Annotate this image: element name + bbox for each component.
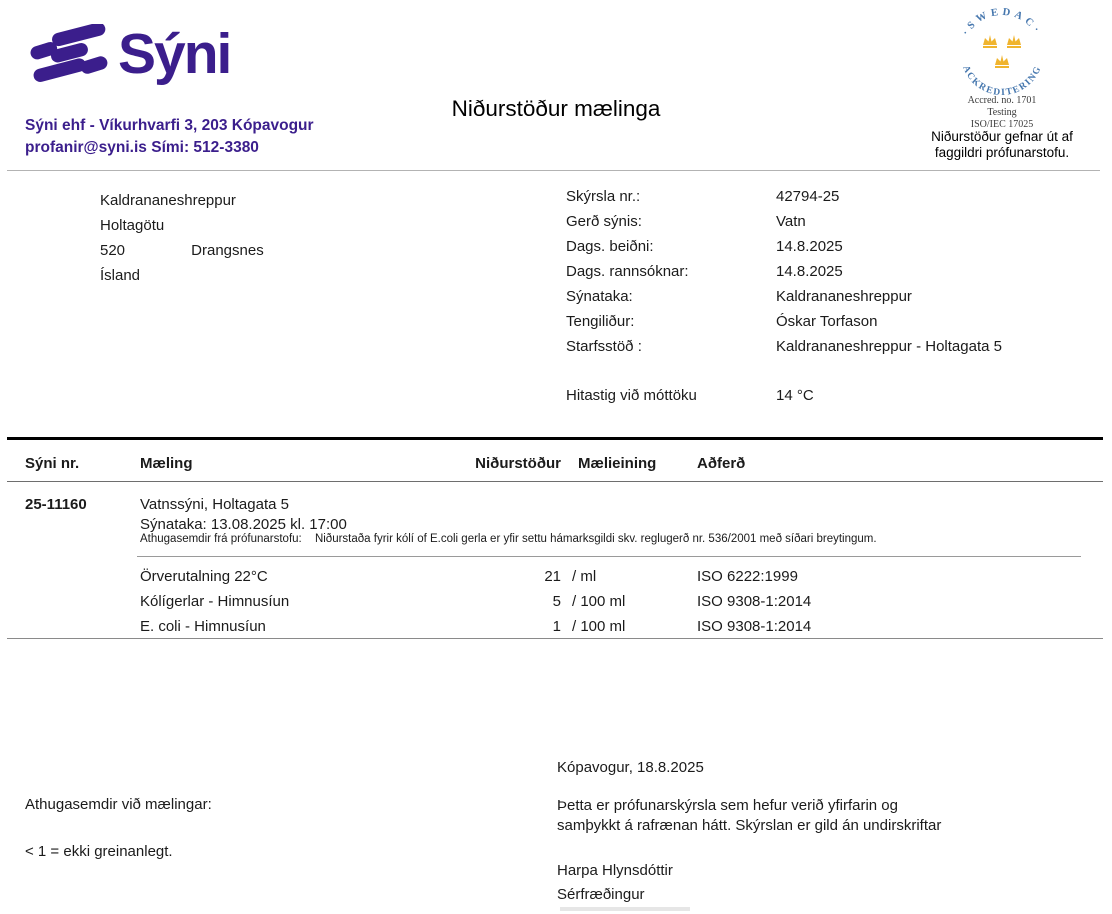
accreditation-standard: ISO/IEC 17025 [970,119,1034,130]
accreditation-details [942,95,1062,131]
table-bottom-rule [7,638,1103,639]
recipient-name: Kaldrananeshreppur [100,192,236,209]
company-address-line: Sýni ehf - Víkurhvarfi 3, 203 Kópavogur [25,117,314,134]
sampler-value: Kaldrananeshreppur [776,288,912,305]
place-and-date: Kópavogur, 18.8.2025 [557,759,704,776]
sample-id: 25-11160 [25,496,87,513]
accreditation-number: Accred. no. 1701 [967,95,1037,106]
report-info-fields [566,184,1002,359]
measurement-result: 21 [544,568,561,585]
sample-sampling-info: Sýnataka: 13.08.2025 kl. 17:00 [140,516,347,533]
measurement-method: ISO 9308-1:2014 [697,593,812,610]
measurement-unit: / ml [572,568,597,585]
header-divider [7,170,1100,171]
remark-detection-limit: < 1 = ekki greinanlegt. [25,843,173,860]
three-crowns-icon [983,35,1021,68]
table-header-rule [7,481,1103,482]
measurement-unit: / 100 ml [572,593,626,610]
company-contact-line: profanir@syni.is Sími: 512-3380 [25,139,259,156]
lab-comment-text: Niðurstaða fyrir kólí of E.coli gerla er yfir settu hámarksgildi skv. reglugerð nr. 536/2001 með síðari breytingum. [314,533,877,545]
col-header-measurement: Mæling [140,455,193,472]
validity-statement-line1: Þetta er prófunarskýrsla sem hefur verið yfirfarin og [557,797,898,814]
info-row-sampler: Sýnataka: Kaldrananeshreppur [566,284,1002,309]
col-header-unit: Mælieining [578,455,657,472]
measurement-name: Örverutalning 22°C [140,568,268,585]
info-row-contact: Tengiliður: Óskar Torfason [566,309,1002,334]
col-header-method: Aðferð [697,455,746,472]
sample-type-value: Vatn [776,213,806,230]
reception-temp-label: Hitastig við móttöku [566,387,697,404]
signer-title: Sérfræðingur [557,886,645,903]
measurement-result: 1 [552,618,561,635]
report-number-value: 42794-25 [776,188,840,205]
report-title: Niðurstöður mælinga [451,96,661,121]
syni-logo-wordmark: Sýni [118,22,231,86]
info-row-analysis-date: Dags. rannsóknar: 14.8.2025 [566,259,1002,284]
seal-ring-top-text: ·SWEDAC· [960,8,1044,38]
reception-temp-value: 14 °C [776,387,814,404]
accreditation-note: Niðurstöður gefnar út af faggildri prófunarstofu. [931,129,1073,160]
recipient-country: Ísland [100,267,141,284]
accreditation-scope: Testing [987,107,1017,118]
remarks-label: Athugasemdir við mælingar: [25,796,212,813]
recipient-city: Drangsnes [191,242,264,259]
svg-text:ACKREDITERING [960,64,1044,96]
syni-logo-icon [30,24,112,104]
measurement-name: E. coli - Himnusíun [140,618,266,635]
request-date-value: 14.8.2025 [776,238,843,255]
recipient-street: Holtagötu [100,217,165,234]
analysis-date-value: 14.8.2025 [776,263,843,280]
lab-comment [140,533,877,545]
swedac-accreditation-seal [942,8,1062,96]
measurement-method: ISO 6222:1999 [697,568,798,585]
info-row-site: Starfsstöð : Kaldrananeshreppur - Holtagata 5 [566,334,1002,359]
info-row-sample-type: Gerð sýnis: Vatn [566,209,1002,234]
sample-note-rule [137,556,1081,557]
measurement-result: 5 [552,593,561,610]
measurement-unit: / 100 ml [572,618,626,635]
lab-comment-label: Athugasemdir frá prófunarstofu: [140,533,302,545]
recipient-postal-city [100,238,264,263]
table-top-rule [7,437,1103,440]
measurement-name: Kólígerlar - Himnusíun [140,593,290,610]
svg-text:·SWEDAC· [960,8,1043,38]
info-row-request-date: Dags. beiðni: 14.8.2025 [566,234,1002,259]
recipient-address [100,188,264,288]
site-value: Kaldrananeshreppur - Holtagata 5 [776,338,1002,355]
info-row-report-number: Skýrsla nr.: 42794-25 [566,184,1002,209]
seal-ring-bottom-text: ACKREDITERING [960,64,1044,96]
recipient-postcode: 520 [100,242,126,259]
measurement-method: ISO 9308-1:2014 [697,618,812,635]
col-header-sample-number: Sýni nr. [25,455,80,472]
reception-temperature-row [566,383,814,408]
cut-off-text-artifact [560,907,690,911]
signer-name: Harpa Hlynsdóttir [557,862,673,879]
sample-description: Vatnssýni, Holtagata 5 [140,496,289,513]
validity-statement-line2: samþykkt á rafrænan hátt. Skýrslan er gild án undirskriftar [557,817,942,834]
contact-value: Óskar Torfason [776,313,878,330]
col-header-result: Niðurstöður [475,455,561,472]
